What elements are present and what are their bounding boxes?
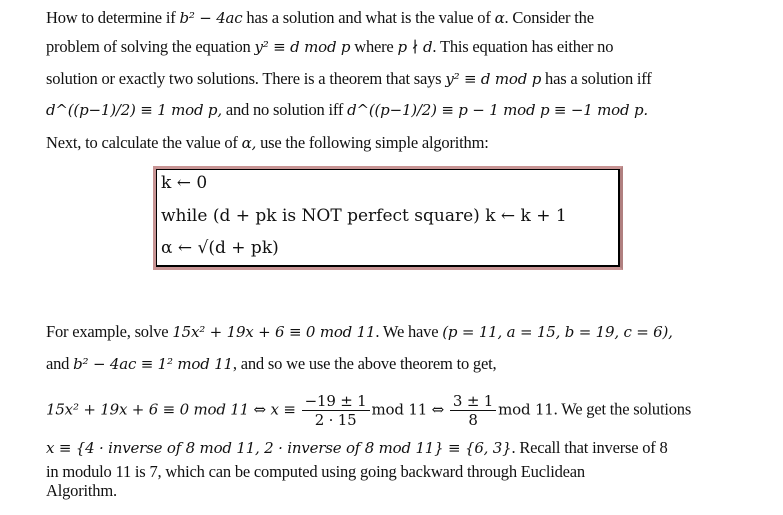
- math-mod: mod 11 ⇔: [371, 400, 444, 419]
- math-solution-set: x ≡ {4 · inverse of 8 mod 11, 2 · inverse of 8 mod 11} ≡ {6, 3}: [46, 439, 512, 457]
- text: and no solution iff: [221, 100, 348, 119]
- intro-line-1: [46, 8, 594, 28]
- math-euler-criterion-2: d^((p−1)/2) ≡ p − 1 mod p ≡ −1 mod p.: [347, 101, 648, 119]
- example-line-2: [46, 354, 496, 374]
- intro-line-2: [46, 37, 613, 57]
- text: . Consider the: [504, 8, 594, 27]
- fraction-2: [450, 392, 496, 429]
- math-alpha: α,: [241, 134, 257, 152]
- example-line-6: Algorithm.: [46, 481, 117, 500]
- algorithm-intro: [46, 133, 489, 153]
- text: . We get the solutions: [553, 399, 692, 419]
- algorithm-box: [153, 166, 623, 270]
- math-discriminant: b² − 4ac: [179, 9, 243, 27]
- text: where: [350, 37, 398, 56]
- text: has a solution iff: [541, 69, 652, 88]
- text: Next, to calculate the value of: [46, 133, 242, 152]
- text: , and so we use the above theorem to get,: [232, 354, 497, 373]
- text: How to determine if: [46, 8, 180, 27]
- math-equivalence: 15x² + 19x + 6 ≡ 0 mod 11 ⇔ x ≡: [46, 400, 296, 419]
- text: and: [46, 354, 74, 373]
- math-euler-criterion-1: d^((p−1)/2) ≡ 1 mod p,: [46, 101, 222, 119]
- algorithm-line-init: k ← 0: [161, 173, 208, 193]
- algorithm-line-result: α ← √(d + pk): [161, 238, 279, 258]
- text: For example, solve: [46, 322, 173, 341]
- math-parameters: (p = 11, a = 15, b = 19, c = 6),: [442, 323, 673, 341]
- fraction-1: [302, 392, 370, 429]
- example-line-4: [46, 438, 668, 458]
- fraction-numerator: −19 ± 1: [302, 392, 370, 411]
- text: . Recall that inverse of 8: [511, 438, 668, 457]
- example-line-3: [46, 392, 691, 429]
- example-line-5: in modulo 11 is 7, which can be computed using going backward through Euclidean: [46, 462, 585, 481]
- math-discriminant-value: b² − 4ac ≡ 1² mod 11: [73, 355, 233, 373]
- math-mod: mod 11: [498, 400, 554, 419]
- example-line-1: [46, 322, 673, 342]
- text: solution or exactly two solutions. There is a theorem that says: [46, 69, 446, 88]
- math-alpha: α: [494, 9, 505, 27]
- text: use the following simple algorithm:: [256, 133, 489, 152]
- intro-line-4: [46, 100, 648, 120]
- algorithm-box-inner: [156, 169, 620, 267]
- intro-line-3: [46, 69, 652, 89]
- text: has a solution and what is the value of: [242, 8, 495, 27]
- math-quadratic: 15x² + 19x + 6 ≡ 0 mod 11: [172, 323, 376, 341]
- text: . This equation has either no: [432, 37, 614, 56]
- math-congruence: y² ≡ d mod p: [445, 70, 542, 88]
- text: . We have: [375, 322, 443, 341]
- fraction-denominator: 2 · 15: [314, 411, 357, 429]
- text: problem of solving the equation: [46, 37, 255, 56]
- algorithm-line-loop: while (d + pk is NOT perfect square) k ← k + 1: [161, 206, 567, 226]
- math-congruence: y² ≡ d mod p: [254, 38, 351, 56]
- fraction-denominator: 8: [468, 411, 478, 429]
- fraction-numerator: 3 ± 1: [450, 392, 496, 411]
- math-condition: p ∤ d: [397, 38, 433, 56]
